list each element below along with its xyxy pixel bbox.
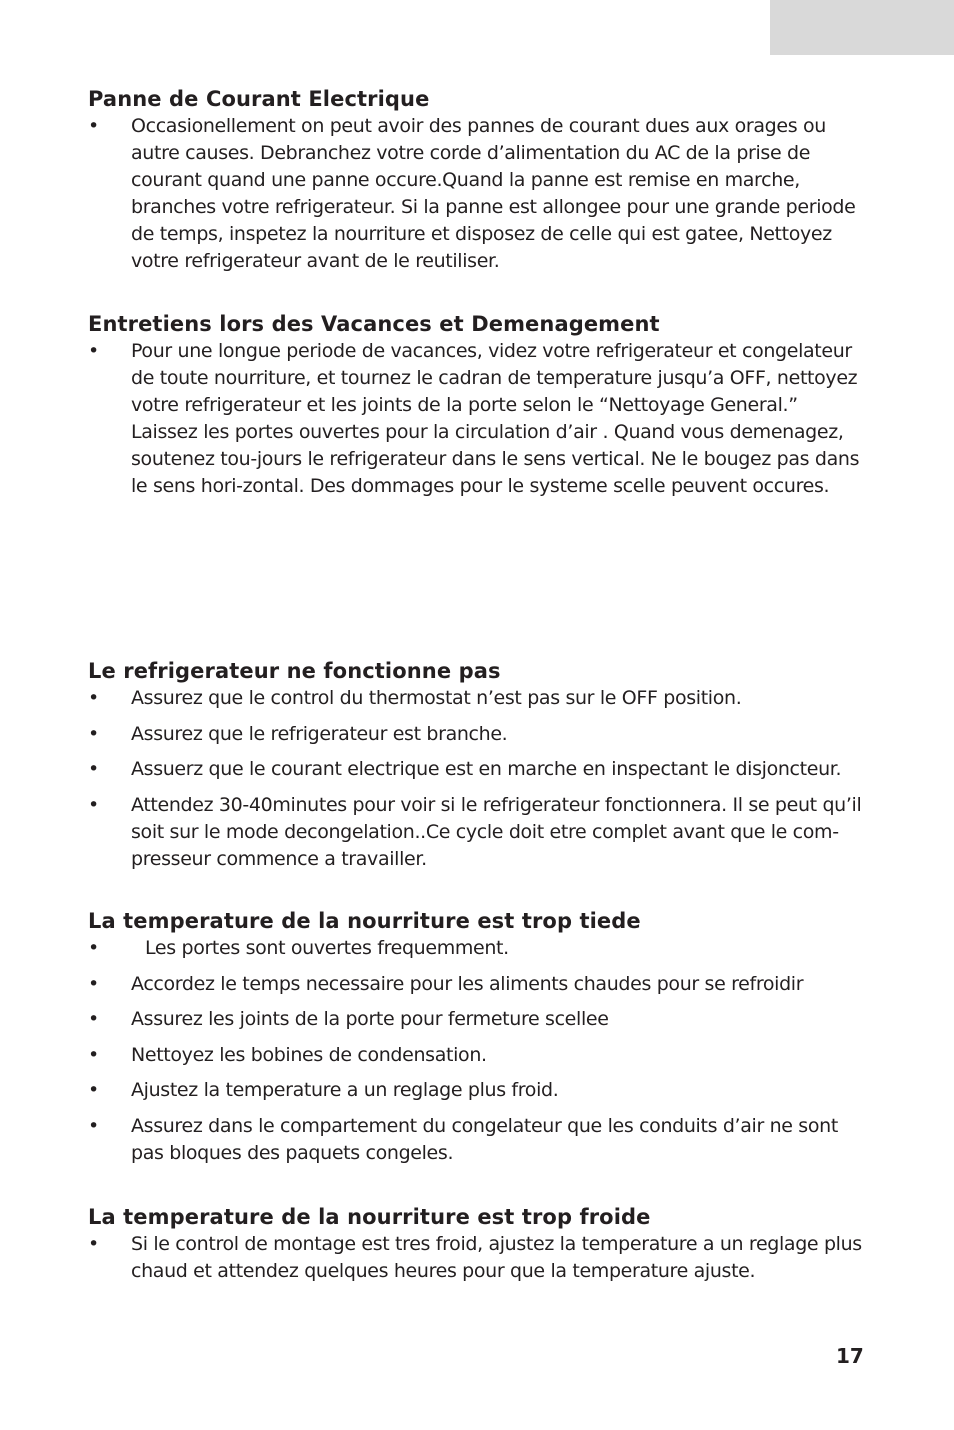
bullet-icon: • bbox=[88, 115, 99, 137]
list-item-text: Ajustez la temperature a un reglage plus froid. bbox=[131, 1079, 559, 1101]
list-item bbox=[88, 971, 868, 998]
section-heading: Le refrigerateur ne fonctionne pas bbox=[88, 659, 501, 683]
list-item-text: Attendez 30-40minutes pour voir si le refrigerateur fonctionnera. Il se peut qu’il soit sur le mode decongelation..Ce cycle doit etre complet avant que le com-presseur commence a travailler. bbox=[131, 793, 862, 870]
bullet-icon: • bbox=[88, 1079, 99, 1101]
list-item bbox=[88, 685, 868, 712]
list-item bbox=[88, 1077, 868, 1104]
section-not-working bbox=[88, 658, 868, 873]
bullet-icon: • bbox=[88, 687, 99, 709]
list-item bbox=[88, 721, 868, 748]
list-item-text: Assuerz que le courant electrique est en marche en inspectant le disjoncteur. bbox=[131, 758, 842, 780]
list-item-text: Pour une longue periode de vacances, videz votre refrigerateur et congelateur de toute nourriture, et tournez le cadran de temperature jusqu’a OFF, nettoyez votre refrigerateur et les joints de la porte selon le “Nettoyage General.” Laissez les portes ouvertes pour la circulation d’air . Quand vous demenagez, soutenez tou-jours le refrigerateur dans le sens vertical. Ne le bougez pas dans le sens hori-zontal. Des dommages pour le systeme scelle peuvent occures. bbox=[131, 340, 860, 497]
page-number: 17 bbox=[836, 1344, 864, 1368]
bullet-list bbox=[88, 113, 868, 275]
section-power-outage bbox=[88, 86, 868, 275]
list-item-text: Les portes sont ouvertes frequemment. bbox=[145, 937, 509, 959]
bullet-list bbox=[88, 685, 868, 873]
list-item bbox=[88, 1113, 868, 1167]
bullet-icon: • bbox=[88, 793, 99, 816]
list-item bbox=[88, 935, 868, 962]
list-item-text: Accordez le temps necessaire pour les aliments chaudes pour se refroidir bbox=[131, 972, 804, 995]
section-too-cold bbox=[88, 1204, 868, 1285]
bullet-icon: • bbox=[88, 1233, 99, 1255]
list-item-text: Assurez dans le compartement du congelateur que les conduits d’air ne sont pas bloques des paquets congeles. bbox=[131, 1114, 838, 1164]
section-heading: Entretiens lors des Vacances et Demenagement bbox=[88, 312, 660, 336]
bullet-icon: • bbox=[88, 937, 99, 959]
bullet-icon: • bbox=[88, 1043, 99, 1066]
bullet-icon: • bbox=[88, 758, 99, 780]
corner-tab bbox=[770, 0, 954, 55]
bullet-icon: • bbox=[88, 722, 99, 745]
list-item bbox=[88, 792, 868, 873]
section-too-warm bbox=[88, 908, 868, 1167]
section-vacation-moving bbox=[88, 311, 868, 500]
section-heading: La temperature de la nourriture est trop froide bbox=[88, 1205, 651, 1229]
list-item-text: Occasionellement on peut avoir des pannes de courant dues aux orages ou autre causes. Debranchez votre corde d’alimentation du AC de la prise de courant quand une panne occure.Quand la panne est remise en marche, branches votre refrigerateur. Si la panne est allongee pour une grande periode de temps, inspetez la nourriture et disposez de celle qui est gatee, Nettoyez votre refrigerateur avant de le reutiliser. bbox=[131, 115, 856, 272]
list-item-text: Assurez que le refrigerateur est branche. bbox=[131, 722, 508, 745]
bullet-icon: • bbox=[88, 1008, 99, 1030]
section-heading: Panne de Courant Electrique bbox=[88, 87, 430, 111]
list-item bbox=[88, 1042, 868, 1069]
list-item bbox=[88, 338, 868, 500]
section-heading: La temperature de la nourriture est trop tiede bbox=[88, 909, 641, 933]
list-item bbox=[88, 1231, 868, 1285]
bullet-list bbox=[88, 935, 868, 1167]
bullet-list bbox=[88, 338, 868, 500]
list-item-text: Nettoyez les bobines de condensation. bbox=[131, 1043, 487, 1066]
list-item bbox=[88, 1006, 868, 1033]
bullet-list bbox=[88, 1231, 868, 1285]
list-item bbox=[88, 113, 868, 275]
list-item bbox=[88, 756, 868, 783]
bullet-icon: • bbox=[88, 1114, 99, 1137]
list-item-text: Assurez les joints de la porte pour fermeture scellee bbox=[131, 1008, 609, 1030]
list-item-text: Assurez que le control du thermostat n’est pas sur le OFF position. bbox=[131, 687, 742, 709]
bullet-icon: • bbox=[88, 972, 99, 995]
list-item-text: Si le control de montage est tres froid, ajustez la temperature a un reglage plus chaud et attendez quelques heures pour que la temperature ajuste. bbox=[131, 1233, 862, 1282]
bullet-icon: • bbox=[88, 340, 99, 362]
